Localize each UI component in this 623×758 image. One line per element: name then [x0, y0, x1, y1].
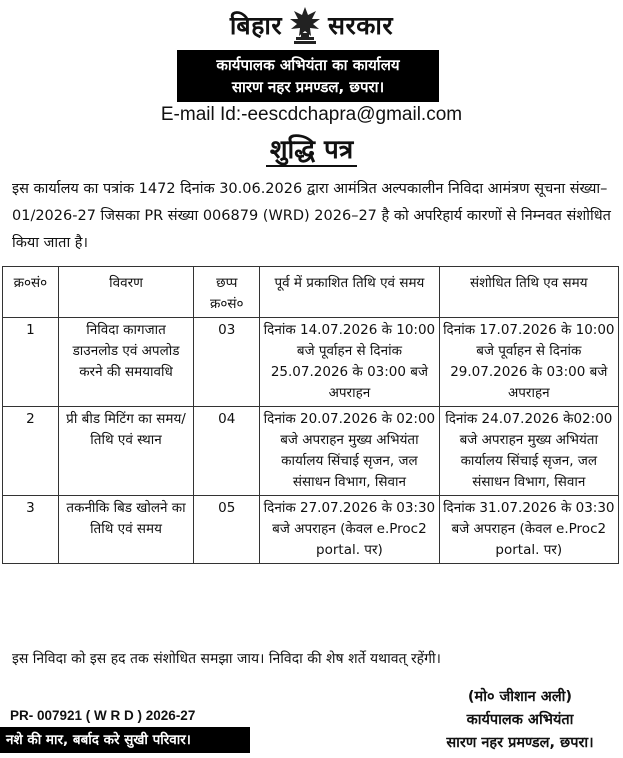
table-header-row [3, 267, 619, 318]
header-previous-date: पूर्व में प्रकाशित तिथि एवं समय [260, 267, 439, 318]
signatory-office: सारण नहर प्रमण्डल, छपरा। [446, 735, 594, 751]
email-line: E-mail Id:-eescdchapra@gmail.com [160, 104, 463, 125]
cell-revised-date: दिनांक 24.07.2026 के02:00 बजे अपराहन मुख्य अभियंता कार्यालय सिंचाई सृजन, जल संसाधन विभाग, सिवान [439, 407, 618, 496]
pr-number: PR- 007921 ( W R D ) 2026-27 [10, 708, 196, 723]
cell-previous-date: दिनांक 27.07.2026 के 03:30 बजे अपराहन (केवल e.Proc2 portal. पर) [260, 496, 439, 564]
cell-revised-date: दिनांक 17.07.2026 के 10:00 बजे पूर्वाहन से दिनांक 29.07.2026 के 03:00 बजे अपराहन [439, 318, 618, 407]
cell-serial: 3 [3, 496, 59, 564]
footer-note: इस निविदा को इस हद तक संशोधित समझा जाय। निविदा की शेष शर्ते यथावत् रहेंगी। [12, 651, 441, 667]
slogan-banner: नशे की मार, बर्बाद करे सुखी परिवार। [0, 727, 250, 753]
signatory-name: (मो० जीशान अली) [467, 689, 573, 705]
header-description: विवरण [58, 267, 194, 318]
amendment-table [2, 266, 619, 564]
office-line-1: कार्यपालक अभियंता का कार्यालय [216, 56, 400, 74]
table-row [3, 407, 619, 496]
cell-printed-serial: 03 [194, 318, 260, 407]
table-row [3, 496, 619, 564]
cell-description: तकनीकि बिड खोलने का तिथि एवं समय [58, 496, 194, 564]
cell-previous-date: दिनांक 14.07.2026 के 10:00 बजे पूर्वाहन से दिनांक 25.07.2026 के 03:00 बजे अपराहन [260, 318, 439, 407]
header-revised-date: संशोधित तिथि एव समय [439, 267, 618, 318]
cell-serial: 1 [3, 318, 59, 407]
cell-previous-date: दिनांक 20.07.2026 के 02:00 बजे अपराहन मुख्य अभियंता कार्यालय सिंचाई सृजन, जल संसाधन विभाग, सिवान [260, 407, 439, 496]
signature-block [420, 686, 620, 755]
cell-description: निविदा कागजात डाउनलोड एवं अपलोड करने की समयावधि [58, 318, 194, 407]
page-title: शुद्धि पत्र [0, 130, 623, 166]
signatory-designation: कार्यपालक अभियंता [466, 712, 574, 728]
bihar-emblem-icon [288, 5, 322, 45]
intro-paragraph: इस कार्यालय का पत्रांक 1472 दिनांक 30.06.2026 द्वारा आमंत्रित अल्पकालीन निविदा आमंत्रण सूचना संख्या–01/2026-27 जिसका PR संख्या 006879 (WRD) 2026–27 है को अपरिहार्य कारणों से निम्नवत संशोधित किया जाता है। [12, 181, 611, 251]
header-printed-serial: छप्प क्र०सं० [194, 267, 260, 318]
office-line-2: सारण नहर प्रमण्डल, छपरा। [231, 78, 385, 96]
header-left-word: बिहार [229, 11, 283, 40]
cell-revised-date: दिनांक 31.07.2026 के 03:30 बजे अपराहन (केवल e.Proc2 portal. पर) [439, 496, 618, 564]
cell-description: प्री बीड मिटिंग का समय/तिथि एवं स्थान [58, 407, 194, 496]
government-header [0, 4, 623, 46]
cell-printed-serial: 04 [194, 407, 260, 496]
table-row [3, 318, 619, 407]
header-serial: क्र०सं० [3, 267, 59, 318]
office-banner [177, 50, 439, 102]
cell-printed-serial: 05 [194, 496, 260, 564]
header-right-word: सरकार [328, 11, 394, 40]
cell-serial: 2 [3, 407, 59, 496]
